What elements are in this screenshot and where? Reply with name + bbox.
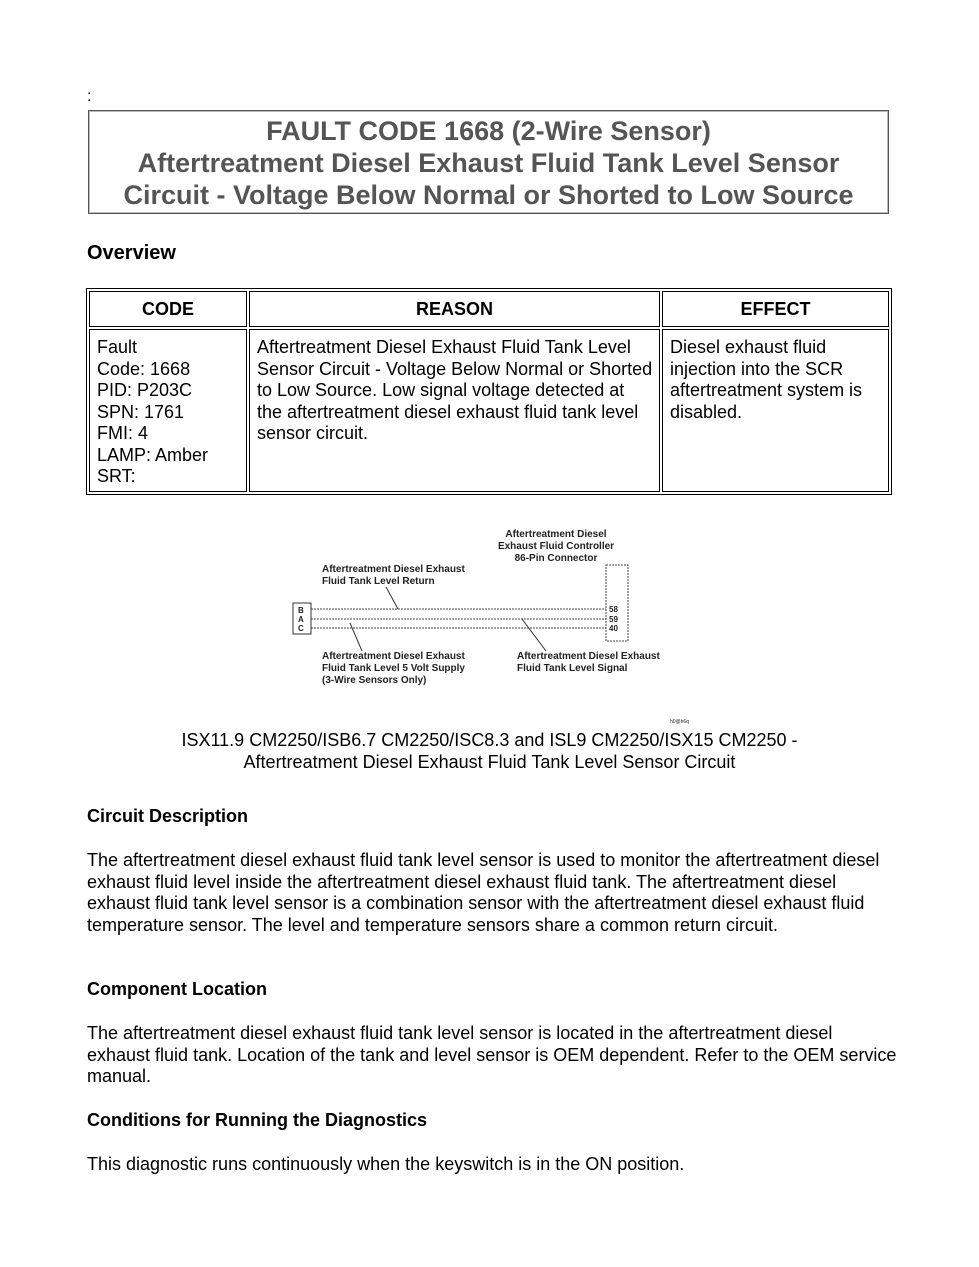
signal-label-line-2: Fluid Tank Level Signal (517, 663, 628, 674)
code-line: Fault (97, 337, 138, 357)
table-header-row (89, 291, 889, 327)
overview-table (86, 288, 892, 495)
caption-line-2: Aftertreatment Diesel Exhaust Fluid Tank Level Sensor Circuit (243, 752, 736, 772)
component-location-text: The aftertreatment diesel exhaust fluid tank level sensor is located in the aftertreatment diesel exhaust fluid tank. Location of the tank and level sensor is OEM dependent. Refer to the OEM service manual. (87, 1023, 897, 1086)
signal-leader-line (522, 619, 546, 651)
code-line: LAMP: Amber (97, 444, 209, 465)
title-line-3: Circuit - Voltage Below Normal or Shorted to Low Source (123, 180, 854, 210)
supply-leader-line (350, 623, 362, 651)
leading-colon: : (87, 88, 92, 105)
circuit-description-heading: Circuit Description (87, 806, 249, 826)
sensor-pin-label: A (298, 615, 304, 624)
controller-label-line-2: Exhaust Fluid Controller (497, 541, 615, 552)
return-label-line-1: Aftertreatment Diesel Exhaust (322, 564, 465, 575)
supply-label-line-1: Aftertreatment Diesel Exhaust (322, 651, 465, 662)
code-line: SRT: (97, 466, 136, 486)
circuit-description-text: The aftertreatment diesel exhaust fluid tank level sensor is used to monitor the aftertreatment diesel exhaust fluid level inside the aftertreatment diesel exhaust fluid tank. The aftertreatment diesel exhaust fluid tank level sensor is a combination sensor with the aftertreatment diesel exhaust fluid temperature sensor. The level and temperature sensors share a common return circuit. (87, 850, 880, 935)
controller-label-line-1: Aftertreatment Diesel (505, 529, 607, 540)
code-cell (89, 329, 247, 492)
supply-label-line-2: Fluid Tank Level 5 Volt Supply (322, 663, 465, 674)
conditions-heading: Conditions for Running the Diagnostics (87, 1110, 427, 1130)
supply-label-line-3: (3-Wire Sensors Only) (322, 675, 427, 686)
column-header-reason: REASON (249, 291, 660, 327)
code-line: SPN: 1761 (97, 401, 185, 422)
reason-cell: Aftertreatment Diesel Exhaust Fluid Tank Level Sensor Circuit - Voltage Below Normal or Shorted to Low Source. Low signal voltage detected at the aftertreatment diesel exhaust fluid tank level sensor circuit. (249, 329, 660, 492)
code-line: FMI: 4 (97, 423, 149, 443)
wiring-diagram (290, 525, 702, 725)
component-location-heading: Component Location (87, 979, 267, 999)
code-line: PID: P203C (97, 380, 193, 400)
overview-heading: Overview (87, 242, 176, 264)
title-line-2: Aftertreatment Diesel Exhaust Fluid Tank Level Sensor (137, 148, 840, 178)
figure-id: h0@h6q (670, 719, 689, 725)
conditions-text: This diagnostic runs continuously when the keyswitch is in the ON position. (87, 1154, 685, 1174)
controller-pin-label: 40 (609, 624, 618, 633)
controller-pin-label: 59 (609, 615, 618, 624)
caption-line-1: ISX11.9 CM2250/ISB6.7 CM2250/ISC8.3 and ISL9 CM2250/ISX15 CM2250 - (181, 730, 798, 750)
column-header-effect: EFFECT (662, 291, 889, 327)
return-leader-line (386, 587, 398, 609)
diagram-caption (0, 729, 979, 773)
fault-code-title-box (88, 110, 889, 214)
title-line-1: FAULT CODE 1668 (2-Wire Sensor) (266, 116, 711, 146)
signal-label-line-1: Aftertreatment Diesel Exhaust (517, 651, 660, 662)
code-line: Code: 1668 (97, 358, 191, 379)
return-label-line-2: Fluid Tank Level Return (322, 576, 435, 587)
effect-cell: Diesel exhaust fluid injection into the SCR aftertreatment system is disabled. (662, 329, 889, 492)
sensor-pin-label: B (298, 606, 304, 615)
column-header-code: CODE (89, 291, 247, 327)
controller-pin-label: 58 (609, 605, 618, 614)
table-row (89, 329, 889, 492)
controller-label-line-3: 86-Pin Connector (514, 553, 598, 564)
sensor-pin-label: C (298, 624, 304, 633)
